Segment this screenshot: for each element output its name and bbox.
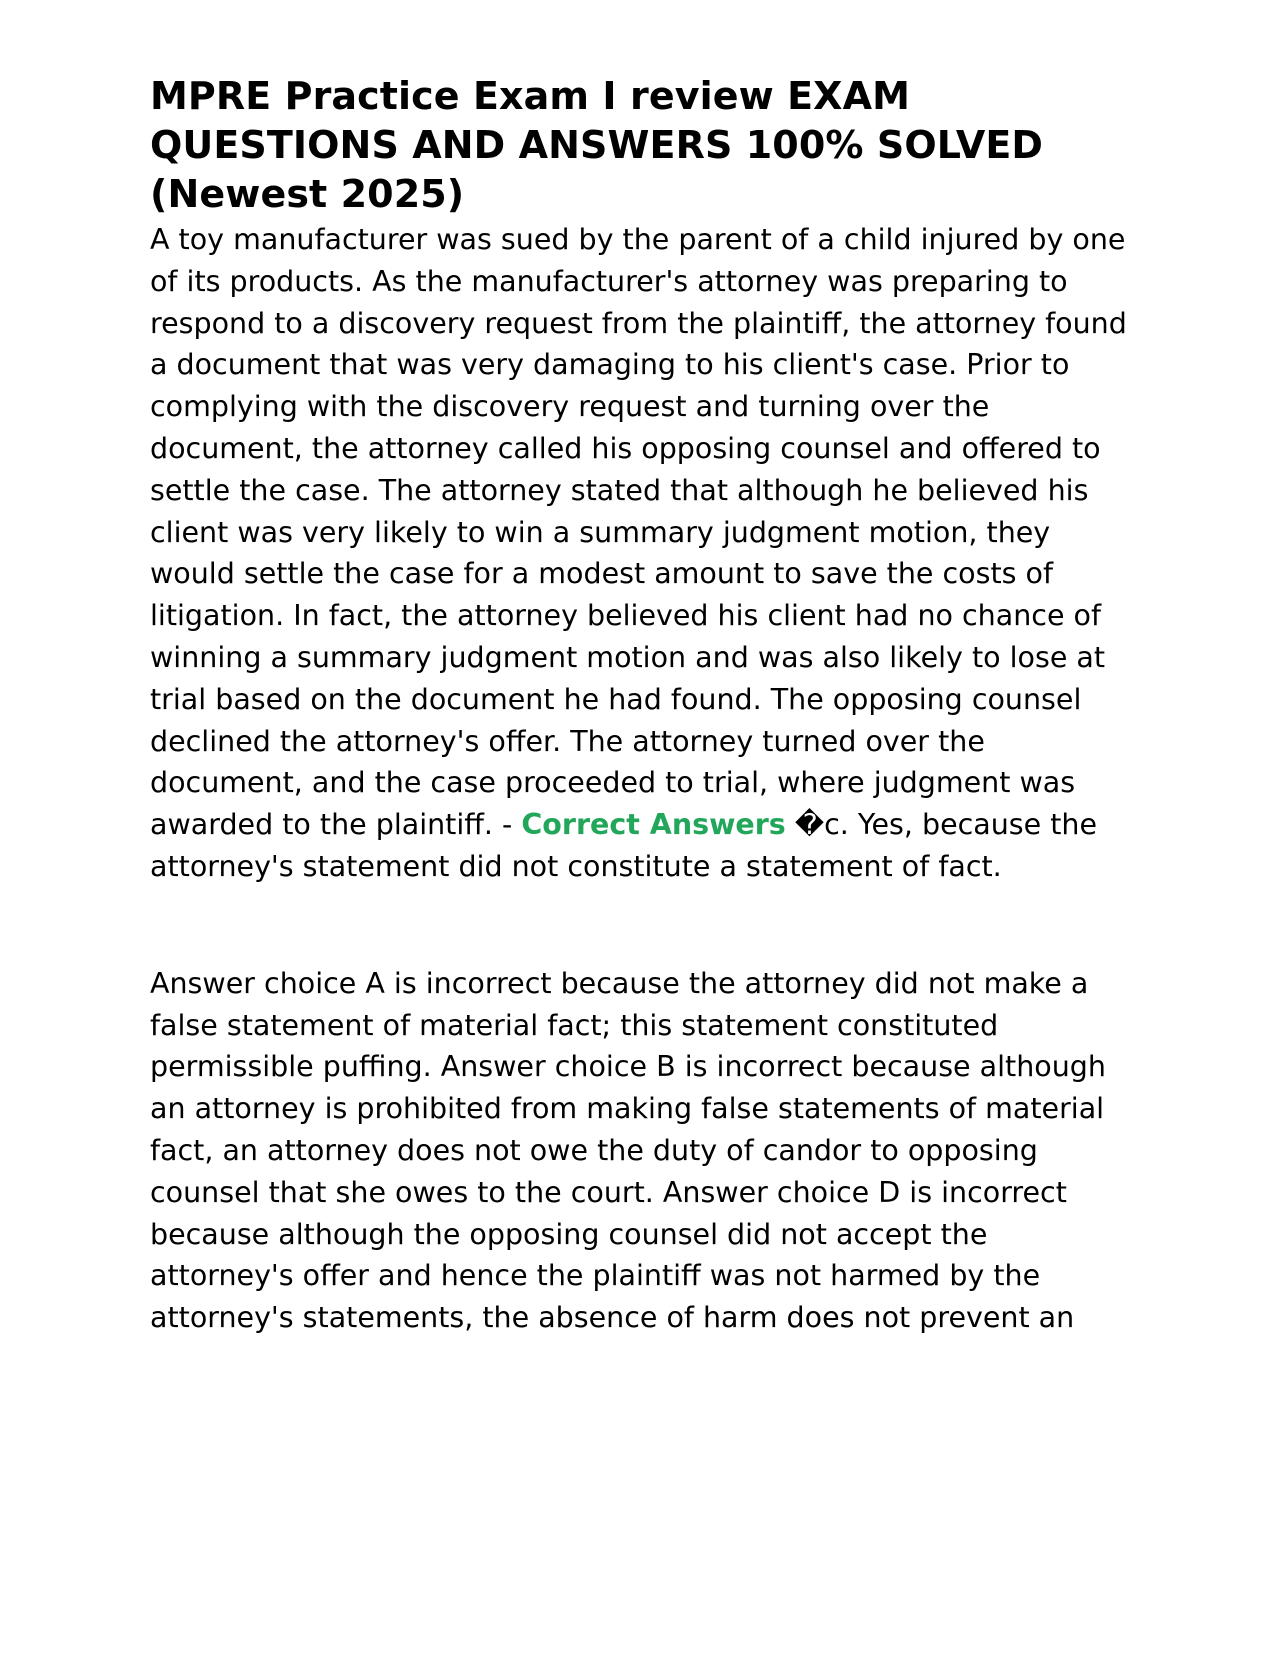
correct-answers-label: Correct Answers	[521, 808, 786, 842]
answer-text: c. Yes, because the attorney's statement did not constitute a statement of fact.	[150, 808, 1098, 883]
explanation-paragraph: Answer choice A is incorrect because the attorney did not make a false statement of material fact; this statement constituted permissible puffing. Answer choice B is incorrect because although an attorney is prohibited from making false statements of material fact, an attorney does not owe the duty of candor to opposing counsel that she owes to the court. Answer choice D is incorrect because although the opposing counsel did not accept the attorney's offer and hence the plaintiff was not harmed by the attorney's statements, the absence of harm does not prevent an	[150, 966, 1106, 1335]
question-paragraph	[150, 219, 1140, 888]
missing-glyph-icon: �	[794, 808, 825, 842]
document-page	[150, 72, 1140, 1339]
question-text: A toy manufacturer was sued by the parent of a child injured by one of its products. As the manufacturer's attorney was preparing to respond to a discovery request from the plaintiff, the attorney found a document that was very damaging to his client's case. Prior to complying with the discovery request and turning over the document, the attorney called his opposing counsel and offered to settle the case. The attorney stated that although he believed his client was very likely to win a summary judgment motion, they would settle the case for a modest amount to save the costs of litigation. In fact, the attorney believed his client had no chance of winning a summary judgment motion and was also likely to lose at trial based on the document he had found. The opposing counsel declined the attorney's offer. The attorney turned over the document, and the case proceeded to trial, where judgment was awarded to the plaintiff. -	[150, 223, 1127, 842]
document-title: MPRE Practice Exam I review EXAM QUESTIONS AND ANSWERS 100% SOLVED (Newest 2025)	[150, 74, 1044, 216]
